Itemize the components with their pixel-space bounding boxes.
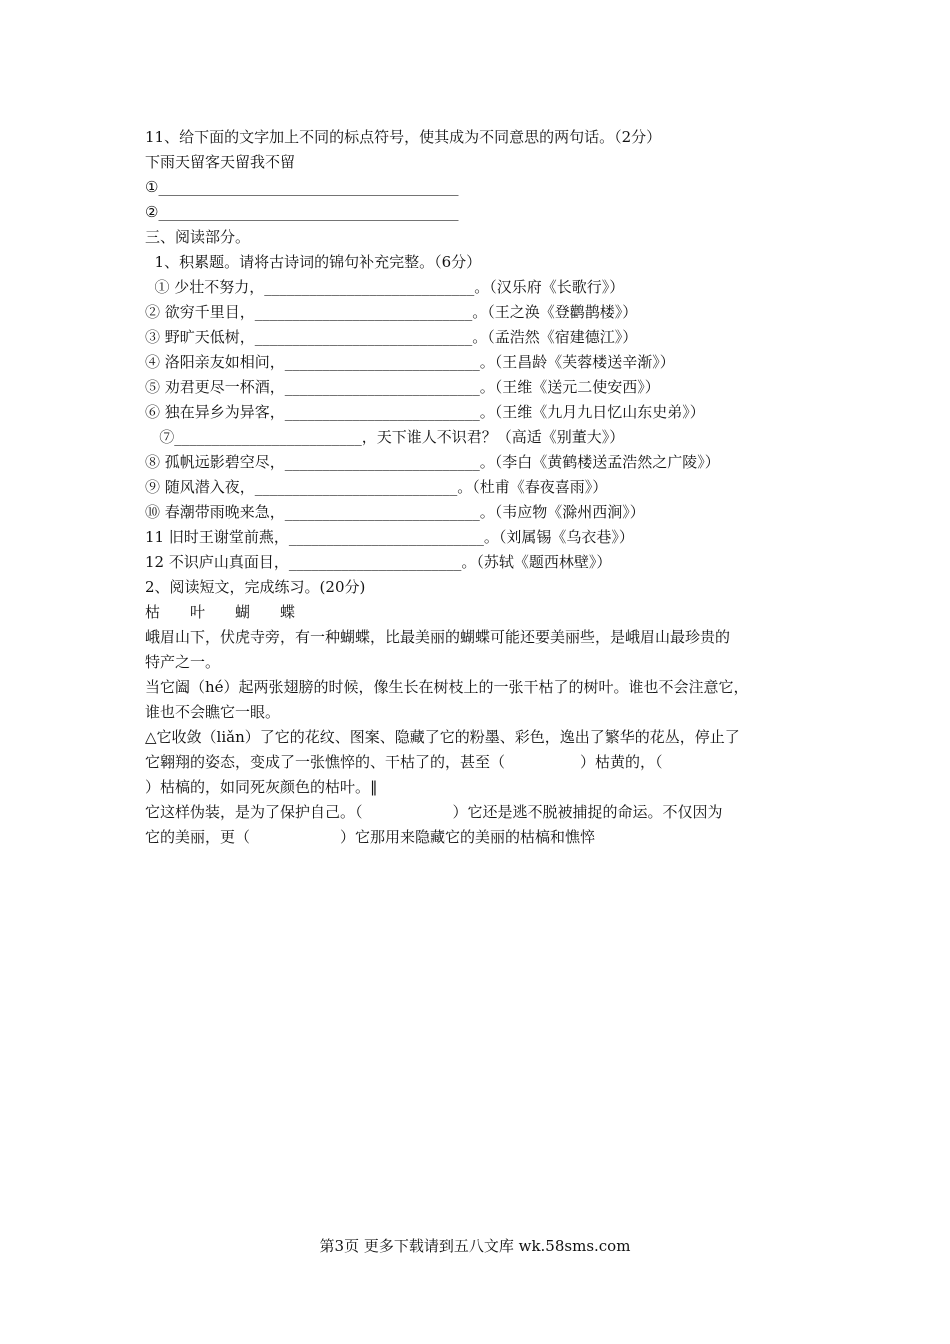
passage-line: 它翱翔的姿态，变成了一张憔悴的、干枯了的，甚至（ ）枯黄的，（ — [145, 753, 663, 771]
passage-line: 特产之一。 — [145, 653, 221, 671]
passage-line: 峨眉山下，伏虎寺旁，有一种蝴蝶，比最美丽的蝴蝶可能还要美丽些，是峨眉山最珍贵的 — [145, 628, 731, 646]
poem-line: 12 不识庐山真面目，_______________________。（苏轼《题西林壁》） — [145, 553, 612, 571]
passage-line: 谁也不会瞧它一眼。 — [145, 703, 281, 721]
poem-line: ② 欲穷千里目，_____________________________。（王之涣《登鹳鹊楼》） — [145, 303, 638, 321]
poem-line: 11 旧时王谢堂前燕，__________________________。（刘属锡《乌衣巷》） — [145, 528, 634, 546]
poem-line: ③ 野旷天低树，_____________________________。（孟浩然《宿建德江》） — [145, 328, 638, 346]
passage-line: 它这样伪装，是为了保护自己。（ ）它还是逃不脱被捕捉的命运。不仅因为 — [145, 803, 723, 821]
passage-line: 它的美丽，更（ ）它那用来隐藏它的美丽的枯槁和憔悴 — [145, 828, 596, 846]
passage-line: 当它阖（hé）起两张翅膀的时候，像生长在树枝上的一张干枯了的树叶。谁也不会注意它， — [145, 678, 749, 696]
passage-line: △它收敛（liǎn）了它的花纹、图案、隐藏了它的粉墨、彩色，逸出了繁华的花丛，停止了 — [145, 728, 740, 746]
question-1-title: 1、积累题。请将古诗词的锦句补充完整。（6分） — [145, 253, 482, 271]
answer-blank-2: ②________________________________________ — [145, 203, 459, 221]
poem-line: ⑨ 随风潜入夜，___________________________。（杜甫《春夜喜雨》） — [145, 478, 608, 496]
passage-title: 枯 叶 蝴 蝶 — [145, 603, 296, 621]
answer-blank-1: ①________________________________________ — [145, 178, 459, 196]
passage-line: ）枯槁的，如同死灰颜色的枯叶。‖ — [145, 778, 378, 796]
poem-line: ⑩ 春潮带雨晚来急，__________________________。（韦应物《滁州西涧》） — [145, 503, 645, 521]
section-3-heading: 三、阅读部分。 — [145, 228, 251, 246]
poem-line: ⑤ 劝君更尽一杯酒，__________________________。（王维《送元二使安西》） — [145, 378, 660, 396]
poem-line: ⑧ 孤帆远影碧空尽，__________________________。（李白《黄鹤楼送孟浩然之广陵》） — [145, 453, 720, 471]
page-footer: 第3页 更多下载请到五八文库 wk.58sms.com — [319, 1237, 631, 1255]
question-2-title: 2、阅读短文，完成练习。(20分) — [145, 578, 366, 596]
poem-line: ① 少壮不努力，____________________________。（汉乐府《长歌行》） — [145, 278, 625, 296]
poem-line: ⑦_________________________，天下谁人不识君？（高适《别董大》） — [145, 428, 625, 446]
question-11-sentence: 下雨天留客天留我不留 — [145, 153, 296, 171]
poem-line: ⑥ 独在异乡为异客，__________________________。（王维《九月九日忆山东史弟》） — [145, 403, 705, 421]
poem-line: ④ 洛阳亲友如相问，__________________________。（王昌龄《芙蓉楼送辛渐》） — [145, 353, 675, 371]
question-11-title: 11、给下面的文字加上不同的标点符号，使其成为不同意思的两句话。（2分） — [145, 128, 662, 146]
